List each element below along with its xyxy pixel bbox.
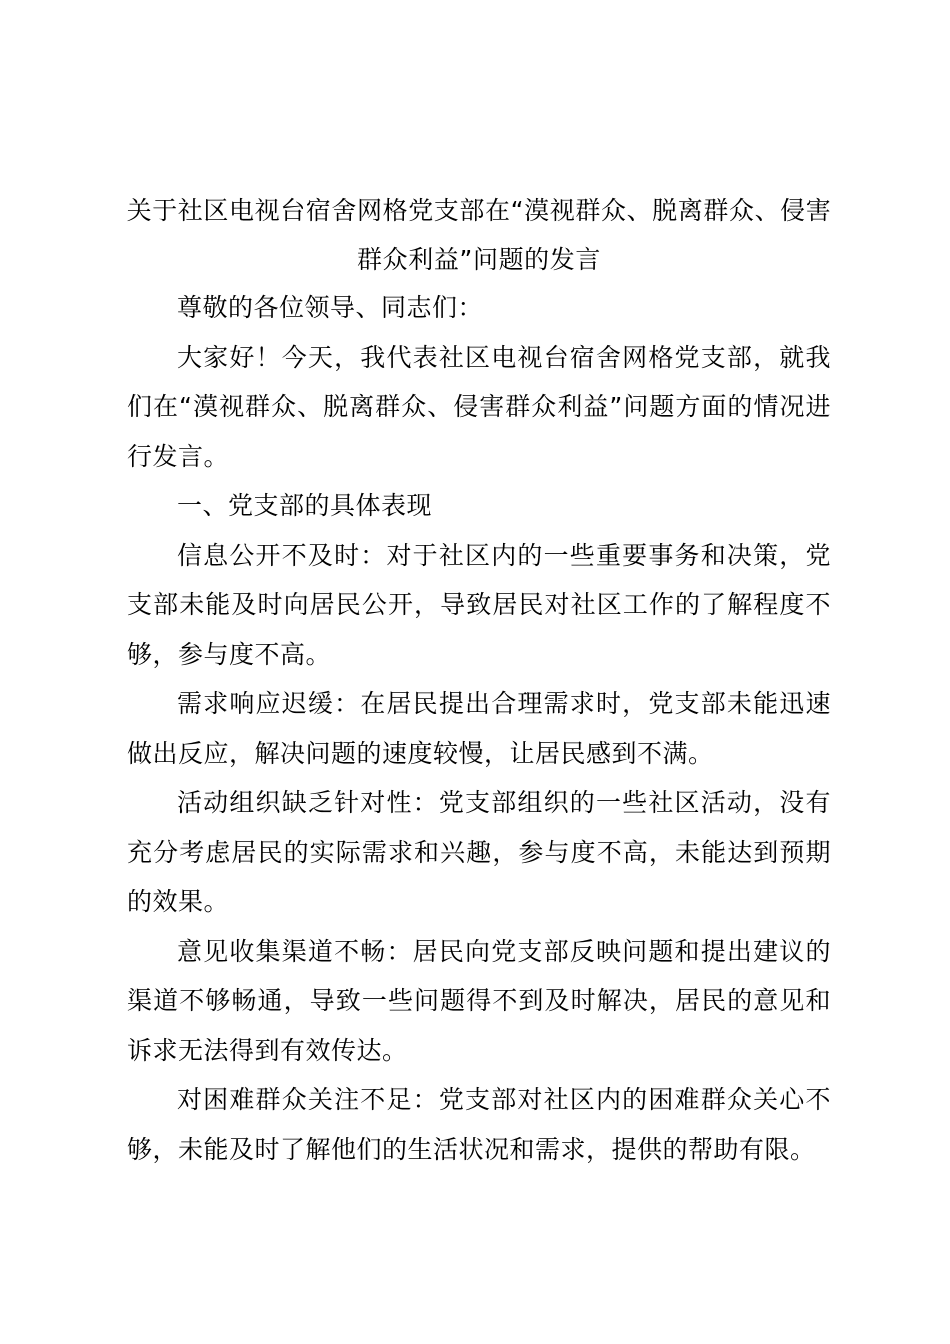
paragraph-demand-response: 需求响应迟缓：在居民提出合理需求时，党支部未能迅速做出反应，解决问题的速度较慢，让居民感到不满。 (127, 689, 831, 768)
section-heading: 一、党支部的具体表现 (177, 491, 433, 520)
paragraph-activity-organization: 活动组织缺乏针对性：党支部组织的一些社区活动，没有充分考虑居民的实际需求和兴趣，参与度不高，未能达到预期的效果。 (127, 788, 831, 916)
greeting: 尊敬的各位领导、同志们： (177, 293, 484, 322)
paragraph-needy-residents: 对困难群众关注不足：党支部对社区内的困难群众关心不够，未能及时了解他们的生活状况和需求，提供的帮助有限。 (127, 1085, 831, 1164)
document-title: 关于社区电视台宿舍网格党支部在“漠视群众、脱离群众、侵害群众利益”问题的发言 (126, 196, 832, 274)
document-body (127, 283, 831, 1174)
paragraph-information-disclosure: 信息公开不及时：对于社区内的一些重要事务和决策，党支部未能及时向居民公开，导致居民对社区工作的了解程度不够，参与度不高。 (127, 540, 831, 669)
paragraph-intro: 大家好！今天，我代表社区电视台宿舍网格党支部，就我们在“漠视群众、脱离群众、侵害群众利益”问题方面的情况进行发言。 (127, 342, 831, 471)
paragraph-feedback-channels: 意见收集渠道不畅：居民向党支部反映问题和提出建议的渠道不够畅通，导致一些问题得不到及时解决，居民的意见和诉求无法得到有效传达。 (127, 936, 831, 1065)
